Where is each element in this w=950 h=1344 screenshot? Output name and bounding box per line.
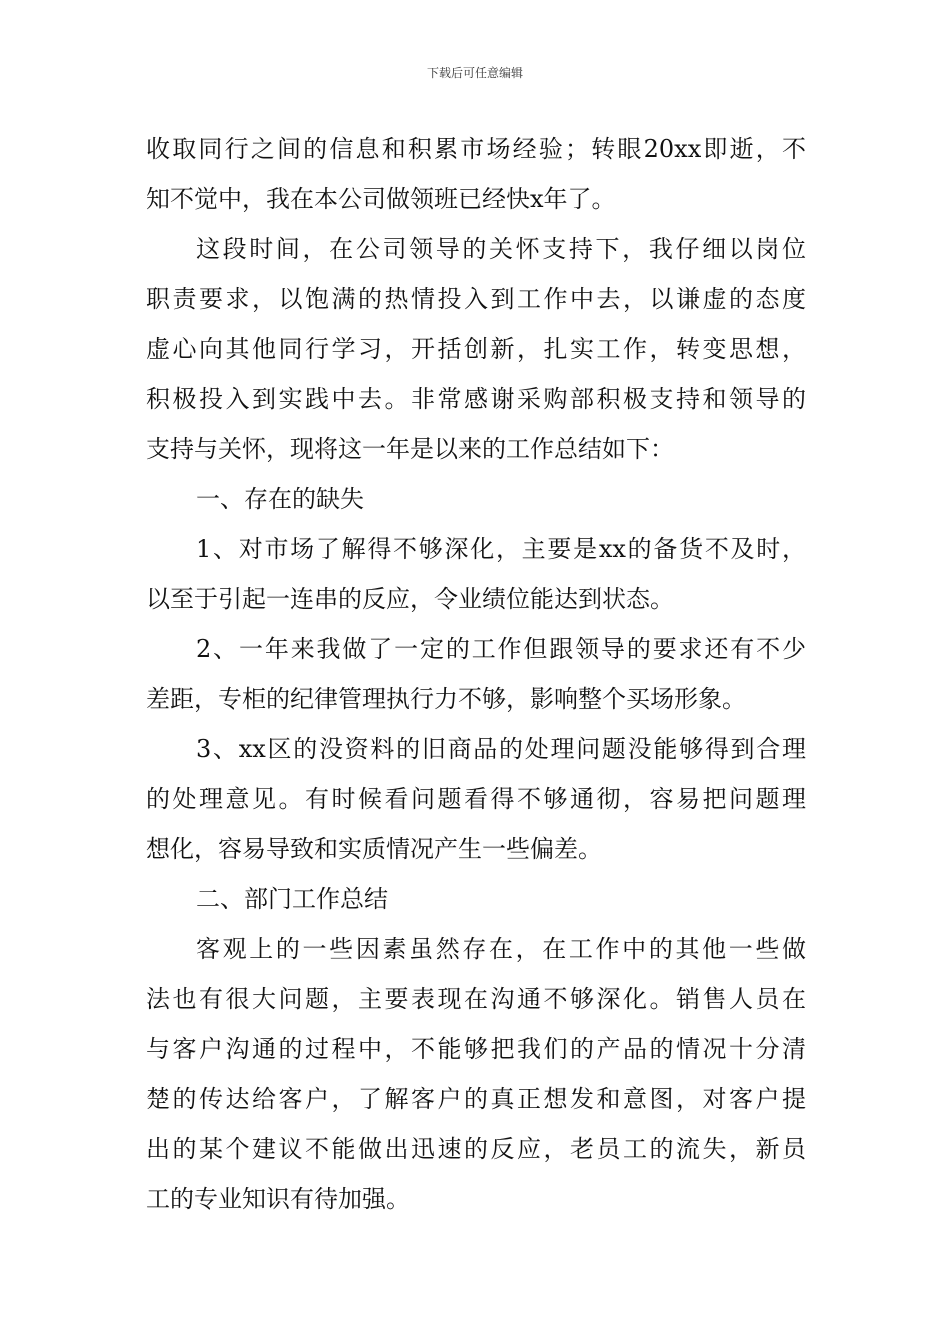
paragraph-first-line: 2、一年来我做了一定的工作但跟领导的要求还有不少 [196, 635, 806, 663]
text-line: 想化，容易导致和实质情况产生一些偏差。 [146, 835, 602, 863]
text-line: 知不觉中，我在本公司做领班已经快x年了。 [146, 185, 616, 213]
document-body [146, 124, 806, 1224]
text-line: 职责要求，以饱满的热情投入到工作中去，以谦虚的态度 [146, 285, 806, 313]
text-line: 收取同行之间的信息和积累市场经验；转眼20xx即逝，不 [146, 135, 806, 163]
section-heading: 二、部门工作总结 [196, 885, 388, 913]
text-line: 积极投入到实践中去。非常感谢采购部积极支持和领导的 [146, 385, 806, 413]
section-heading: 一、存在的缺失 [196, 485, 364, 513]
text-line: 支持与关怀，现将这一年是以来的工作总结如下： [146, 435, 674, 463]
text-line: 与客户沟通的过程中，不能够把我们的产品的情况十分清 [146, 1035, 806, 1063]
paragraph-first-line: 这段时间，在公司领导的关怀支持下，我仔细以岗位 [196, 235, 806, 263]
text-line: 的处理意见。有时候看问题看得不够通彻，容易把问题理 [146, 785, 806, 813]
paragraph-first-line: 1、对市场了解得不够深化，主要是xx的备货不及时， [196, 535, 806, 563]
text-line: 虚心向其他同行学习，开括创新，扎实工作，转变思想， [146, 335, 806, 363]
text-line: 工的专业知识有待加强。 [146, 1185, 410, 1213]
text-line: 楚的传达给客户，了解客户的真正想发和意图，对客户提 [146, 1085, 806, 1113]
paragraph-first-line: 客观上的一些因素虽然存在，在工作中的其他一些做 [196, 935, 806, 963]
paragraph-first-line: 3、xx区的没资料的旧商品的处理问题没能够得到合理 [196, 735, 806, 763]
text-line: 以至于引起一连串的反应，令业绩位能达到状态。 [146, 585, 674, 613]
text-line: 出的某个建议不能做出迅速的反应，老员工的流失，新员 [146, 1135, 806, 1163]
text-line: 差距，专柜的纪律管理执行力不够，影响整个买场形象。 [146, 685, 746, 713]
page-header: 下载后可任意编辑 [426, 66, 523, 80]
text-line: 法也有很大问题，主要表现在沟通不够深化。销售人员在 [146, 985, 806, 1013]
